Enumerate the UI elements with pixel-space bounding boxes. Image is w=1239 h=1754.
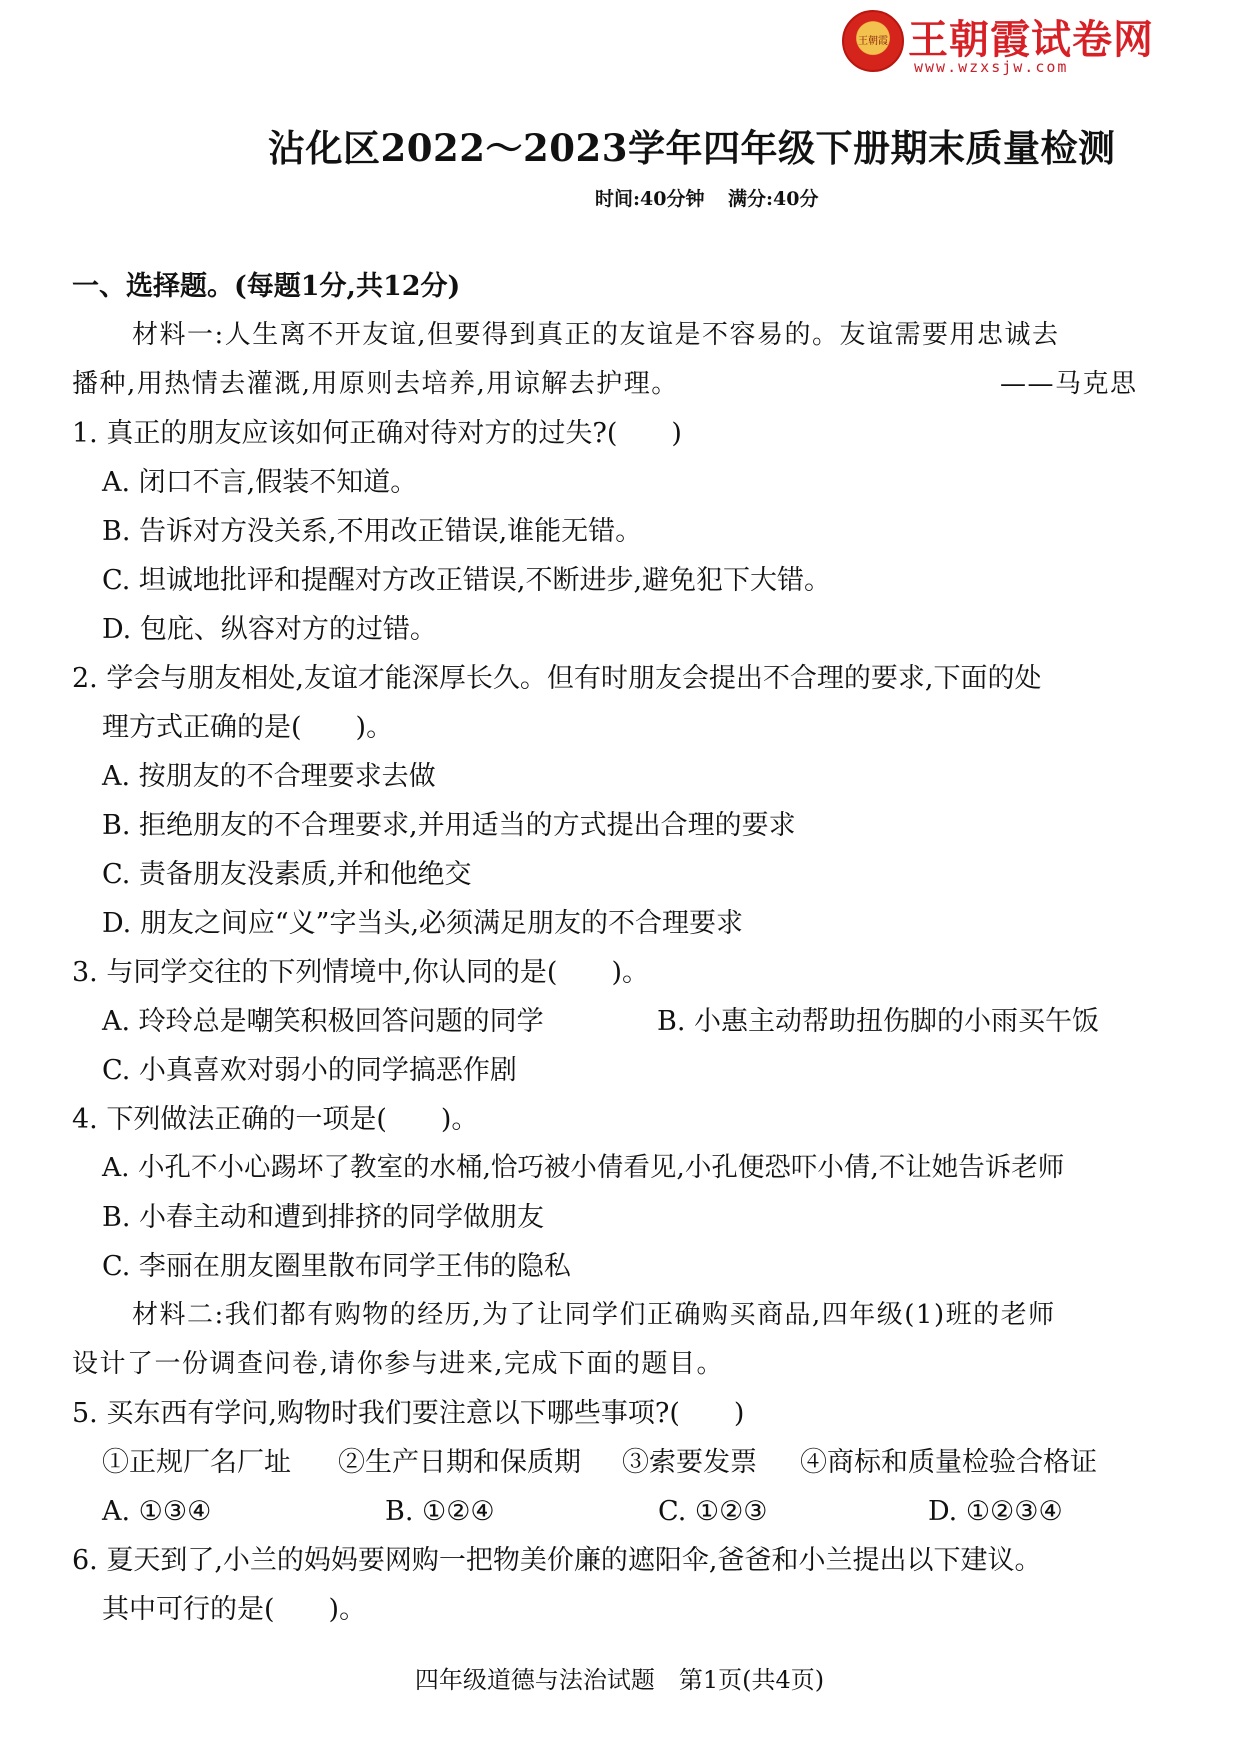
question-5-stem: 5. 买东西有学问,购物时我们要注意以下哪些事项?( ) xyxy=(72,1398,745,1429)
question-2-option-a: A. 按朋友的不合理要求去做 xyxy=(102,761,436,792)
question-1-option-a: A. 闭口不言,假装不知道。 xyxy=(102,467,418,498)
question-5-item-3: ③索要发票 xyxy=(622,1447,757,1478)
exam-score: 满分:40分 xyxy=(728,188,819,210)
question-1-option-b: B. 告诉对方没关系,不用改正错误,谁能无错。 xyxy=(102,516,643,547)
question-4-stem: 4. 下列做法正确的一项是( )。 xyxy=(72,1104,479,1135)
question-5-item-2: ②生产日期和保质期 xyxy=(338,1447,581,1478)
question-5-option-b: B. ①②④ xyxy=(385,1496,495,1527)
question-6-stem-line2: 其中可行的是( )。 xyxy=(102,1594,367,1625)
question-5-option-c: C. ①②③ xyxy=(658,1496,768,1527)
material1-line1: 材料一:人生离不开友谊,但要得到真正的友谊是不容易的。友谊需要用忠诚去 xyxy=(132,320,1060,350)
question-2-stem-line2: 理方式正确的是( )。 xyxy=(102,712,394,743)
question-4-option-a: A. 小孔不小心踢坏了教室的水桶,恰巧被小倩看见,小孔便恐吓小倩,不让她告诉老师 xyxy=(102,1152,1065,1183)
question-2-stem-line1: 2. 学会与朋友相处,友谊才能深厚长久。但有时朋友会提出不合理的要求,下面的处 xyxy=(72,663,1042,694)
exam-time: 时间:40分钟 xyxy=(595,188,705,210)
question-5-item-1: ①正规厂名厂址 xyxy=(102,1447,291,1478)
question-2-option-c: C. 责备朋友没素质,并和他绝交 xyxy=(102,859,472,890)
question-2-option-d: D. 朋友之间应“义”字当头,必须满足朋友的不合理要求 xyxy=(102,908,744,939)
question-3-stem: 3. 与同学交往的下列情境中,你认同的是( )。 xyxy=(72,957,649,988)
material2-line1: 材料二:我们都有购物的经历,为了让同学们正确购买商品,四年级(1)班的老师 xyxy=(132,1300,1056,1330)
question-6-stem-line1: 6. 夏天到了,小兰的妈妈要网购一把物美价廉的遮阳伞,爸爸和小兰提出以下建议。 xyxy=(72,1545,1042,1576)
question-4-option-b: B. 小春主动和遭到排挤的同学做朋友 xyxy=(102,1202,545,1233)
question-1-stem: 1. 真正的朋友应该如何正确对待对方的过失?( ) xyxy=(72,418,682,449)
logo-url: www.wzxsjw.com xyxy=(914,58,1069,76)
question-3-option-a: A. 玲玲总是嘲笑积极回答问题的同学 xyxy=(102,1006,544,1037)
page-title: 沾化区2022～2023学年四年级下册期末质量检测 xyxy=(268,126,1116,170)
question-4-option-c: C. 李丽在朋友圈里散布同学王伟的隐私 xyxy=(102,1251,571,1282)
material1-line2: 播种,用热情去灌溉,用原则去培养,用谅解去护理。 xyxy=(72,369,679,399)
material2-line2: 设计了一份调查问卷,请你参与进来,完成下面的题目。 xyxy=(72,1349,725,1379)
question-1-option-c: C. 坦诚地批评和提醒对方改正错误,不断进步,避免犯下大错。 xyxy=(102,565,832,596)
seal-icon: 王朝霞 xyxy=(842,10,904,72)
question-1-option-d: D. 包庇、纵容对方的过错。 xyxy=(102,614,437,645)
question-5-option-a: A. ①③④ xyxy=(102,1496,212,1527)
section-heading: 一、选择题。(每题1分,共12分) xyxy=(72,271,461,302)
question-5-option-d: D. ①②③④ xyxy=(928,1496,1063,1527)
question-5-item-4: ④商标和质量检验合格证 xyxy=(800,1447,1097,1478)
site-logo xyxy=(842,8,1152,78)
question-3-option-c: C. 小真喜欢对弱小的同学搞恶作剧 xyxy=(102,1055,517,1086)
question-2-option-b: B. 拒绝朋友的不合理要求,并用适当的方式提出合理的要求 xyxy=(102,810,796,841)
material1-source: ——马克思 xyxy=(1000,369,1138,399)
logo-text: 王朝霞试卷网 xyxy=(908,17,1154,63)
question-3-option-b: B. 小惠主动帮助扭伤脚的小雨买午饭 xyxy=(657,1006,1100,1037)
page-footer: 四年级道德与法治试题 第1页(共4页) xyxy=(414,1666,825,1694)
